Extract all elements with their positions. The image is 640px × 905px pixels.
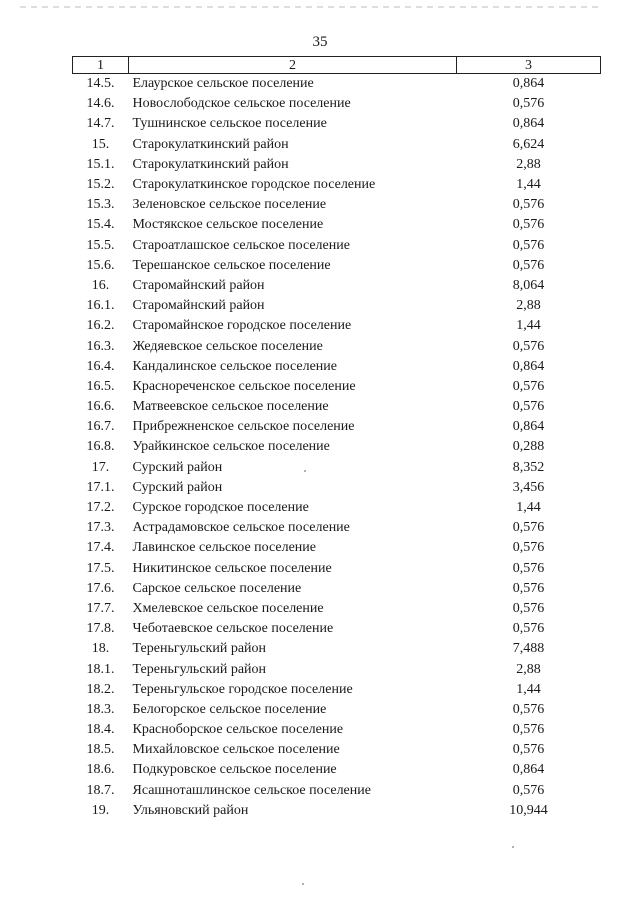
table-row xyxy=(73,680,601,700)
row-value: 0,576 xyxy=(512,580,545,596)
row-name: Прибрежненское сельское поселение xyxy=(132,419,355,435)
row-number: 19. xyxy=(91,802,110,818)
row-name: Новослободское сельское поселение xyxy=(132,96,351,112)
table-row xyxy=(73,579,601,599)
table-row xyxy=(73,437,601,457)
row-name: Хмелевское сельское поселение xyxy=(132,600,324,616)
row-name: Ульяновский район xyxy=(132,802,249,818)
table-row xyxy=(73,94,601,114)
table-row xyxy=(73,760,601,780)
table-row xyxy=(73,559,601,579)
row-value: 1,44 xyxy=(516,681,541,697)
table-row xyxy=(73,215,601,235)
row-name: Краснореченское сельское поселение xyxy=(132,378,356,394)
row-number: 18.6. xyxy=(86,762,115,778)
row-value: 0,576 xyxy=(512,722,545,738)
table-body xyxy=(73,74,601,821)
row-name: Михайловское сельское поселение xyxy=(132,742,340,758)
table-header xyxy=(73,57,601,74)
table-row xyxy=(73,498,601,518)
table-row xyxy=(73,720,601,740)
scan-speck xyxy=(302,883,304,885)
row-name: Сурское городское поселение xyxy=(132,500,309,516)
row-name: Ясашноташлинское сельское поселение xyxy=(132,782,371,798)
table-row xyxy=(73,740,601,760)
row-value: 0,576 xyxy=(512,560,545,576)
row-value: 1,44 xyxy=(516,177,541,193)
allocation-table xyxy=(72,56,601,821)
table-row xyxy=(73,336,601,356)
row-name: Никитинское сельское поселение xyxy=(132,560,332,576)
row-name: Старокулаткинское городское поселение xyxy=(132,177,376,193)
row-name: Сарское сельское поселение xyxy=(132,580,302,596)
table-row xyxy=(73,276,601,296)
row-value: 0,576 xyxy=(512,742,545,758)
row-name: Старомайнский район xyxy=(132,277,265,293)
row-value: 0,576 xyxy=(512,338,545,354)
row-name: Сурский район xyxy=(132,479,223,495)
table-row xyxy=(73,377,601,397)
table-row xyxy=(73,659,601,679)
table-row xyxy=(73,599,601,619)
row-number: 16.5. xyxy=(86,378,115,394)
row-name: Тушнинское сельское поселение xyxy=(132,116,327,132)
row-number: 16.1. xyxy=(86,298,115,314)
row-value: 0,576 xyxy=(512,257,545,273)
row-value: 0,576 xyxy=(512,621,545,637)
row-number: 17.7. xyxy=(86,600,115,616)
row-number: 18.7. xyxy=(86,782,115,798)
row-value: 6,624 xyxy=(512,136,545,152)
row-value: 2,88 xyxy=(516,298,541,314)
row-name: Жедяевское сельское поселение xyxy=(132,338,323,354)
row-value: 2,88 xyxy=(516,661,541,677)
row-number: 17.2. xyxy=(86,500,115,516)
row-number: 18. xyxy=(91,641,110,657)
row-value: 0,576 xyxy=(512,378,545,394)
row-number: 15.1. xyxy=(86,156,115,172)
table-row xyxy=(73,417,601,437)
row-value: 0,576 xyxy=(512,782,545,798)
row-name: Урайкинское сельское поселение xyxy=(132,439,330,455)
row-number: 17.5. xyxy=(86,560,115,576)
row-number: 14.7. xyxy=(86,116,115,132)
table-row xyxy=(73,316,601,336)
table-row xyxy=(73,538,601,558)
row-number: 17. xyxy=(91,459,110,475)
row-number: 15.2. xyxy=(86,177,115,193)
row-name: Мостякское сельское поселение xyxy=(132,217,324,233)
table-row xyxy=(73,195,601,215)
table-row xyxy=(73,135,601,155)
row-name: Тереньгульский район xyxy=(132,641,267,657)
row-number: 17.1. xyxy=(86,479,115,495)
row-number: 15.3. xyxy=(86,197,115,213)
row-value: 0,864 xyxy=(512,419,545,435)
row-number: 17.6. xyxy=(86,580,115,596)
row-value: 8,064 xyxy=(512,277,545,293)
table-row xyxy=(73,700,601,720)
row-value: 0,864 xyxy=(512,76,545,92)
row-name: Кандалинское сельское поселение xyxy=(132,358,337,374)
column-header-1: 1 xyxy=(73,57,129,74)
table-row xyxy=(73,74,601,95)
table-header-row xyxy=(73,57,601,74)
row-value: 0,576 xyxy=(512,399,545,415)
table-row xyxy=(73,458,601,478)
row-number: 16.8. xyxy=(86,439,115,455)
scan-speck xyxy=(304,470,306,472)
table-row xyxy=(73,114,601,134)
row-value: 0,576 xyxy=(512,540,545,556)
row-value: 0,288 xyxy=(512,439,545,455)
row-name: Старомайнское городское поселение xyxy=(132,318,352,334)
row-name: Сурский район xyxy=(132,459,223,475)
row-value: 3,456 xyxy=(512,479,545,495)
table-row xyxy=(73,801,601,821)
table-row xyxy=(73,639,601,659)
row-number: 16.7. xyxy=(86,419,115,435)
row-value: 8,352 xyxy=(512,459,545,475)
row-name: Зеленовское сельское поселение xyxy=(132,197,327,213)
row-number: 14.6. xyxy=(86,96,115,112)
row-number: 15.5. xyxy=(86,237,115,253)
row-name: Старомайнский район xyxy=(132,298,265,314)
row-name: Старокулаткинский район xyxy=(132,136,289,152)
column-header-2: 2 xyxy=(129,57,457,74)
table-row xyxy=(73,155,601,175)
row-name: Чеботаевское сельское поселение xyxy=(132,621,334,637)
row-number: 18.5. xyxy=(86,742,115,758)
row-number: 16.3. xyxy=(86,338,115,354)
scan-artifact-line xyxy=(20,6,600,8)
table-row xyxy=(73,175,601,195)
row-number: 17.3. xyxy=(86,520,115,536)
row-value: 0,576 xyxy=(512,600,545,616)
row-value: 0,576 xyxy=(512,197,545,213)
row-value: 1,44 xyxy=(516,318,541,334)
table-row xyxy=(73,397,601,417)
row-number: 15.4. xyxy=(86,217,115,233)
table-row xyxy=(73,236,601,256)
row-value: 0,864 xyxy=(512,762,545,778)
row-name: Терешанское сельское поселение xyxy=(132,257,331,273)
row-name: Астрадамовское сельское поселение xyxy=(132,520,350,536)
row-number: 18.3. xyxy=(86,701,115,717)
row-value: 10,944 xyxy=(509,802,548,818)
row-value: 7,488 xyxy=(512,641,545,657)
table-row xyxy=(73,357,601,377)
row-number: 16.4. xyxy=(86,358,115,374)
row-name: Староатлашское сельское поселение xyxy=(132,237,350,253)
column-header-3: 3 xyxy=(457,57,601,74)
row-number: 16.6. xyxy=(86,399,115,415)
table-row xyxy=(73,619,601,639)
row-name: Лавинское сельское поселение xyxy=(132,540,316,556)
row-value: 0,864 xyxy=(512,358,545,374)
row-name: Тереньгульский район xyxy=(132,661,267,677)
row-name: Елаурское сельское поселение xyxy=(132,76,314,92)
row-value: 0,864 xyxy=(512,116,545,132)
scan-speck xyxy=(512,846,514,848)
row-value: 0,576 xyxy=(512,701,545,717)
row-number: 16. xyxy=(91,277,110,293)
row-value: 0,576 xyxy=(512,96,545,112)
row-number: 15. xyxy=(91,136,110,152)
row-value: 0,576 xyxy=(512,520,545,536)
row-number: 18.2. xyxy=(86,681,115,697)
row-name: Красноборское сельское поселение xyxy=(132,722,344,738)
row-value: 2,88 xyxy=(516,156,541,172)
row-value: 0,576 xyxy=(512,217,545,233)
row-number: 15.6. xyxy=(86,257,115,273)
row-name: Матвеевское сельское поселение xyxy=(132,399,329,415)
row-value: 1,44 xyxy=(516,500,541,516)
row-value: 0,576 xyxy=(512,237,545,253)
row-name: Старокулаткинский район xyxy=(132,156,289,172)
table-row xyxy=(73,518,601,538)
row-number: 18.4. xyxy=(86,722,115,738)
table-row xyxy=(73,296,601,316)
row-number: 16.2. xyxy=(86,318,115,334)
row-name: Тереньгульское городское поселение xyxy=(132,681,353,697)
row-name: Белогорское сельское поселение xyxy=(132,701,327,717)
table-row xyxy=(73,781,601,801)
table-row xyxy=(73,478,601,498)
row-number: 14.5. xyxy=(86,76,115,92)
row-number: 17.8. xyxy=(86,621,115,637)
table-row xyxy=(73,256,601,276)
row-number: 18.1. xyxy=(86,661,115,677)
page-number: 35 xyxy=(312,34,328,50)
row-name: Подкуровское сельское поселение xyxy=(132,762,337,778)
row-number: 17.4. xyxy=(86,540,115,556)
